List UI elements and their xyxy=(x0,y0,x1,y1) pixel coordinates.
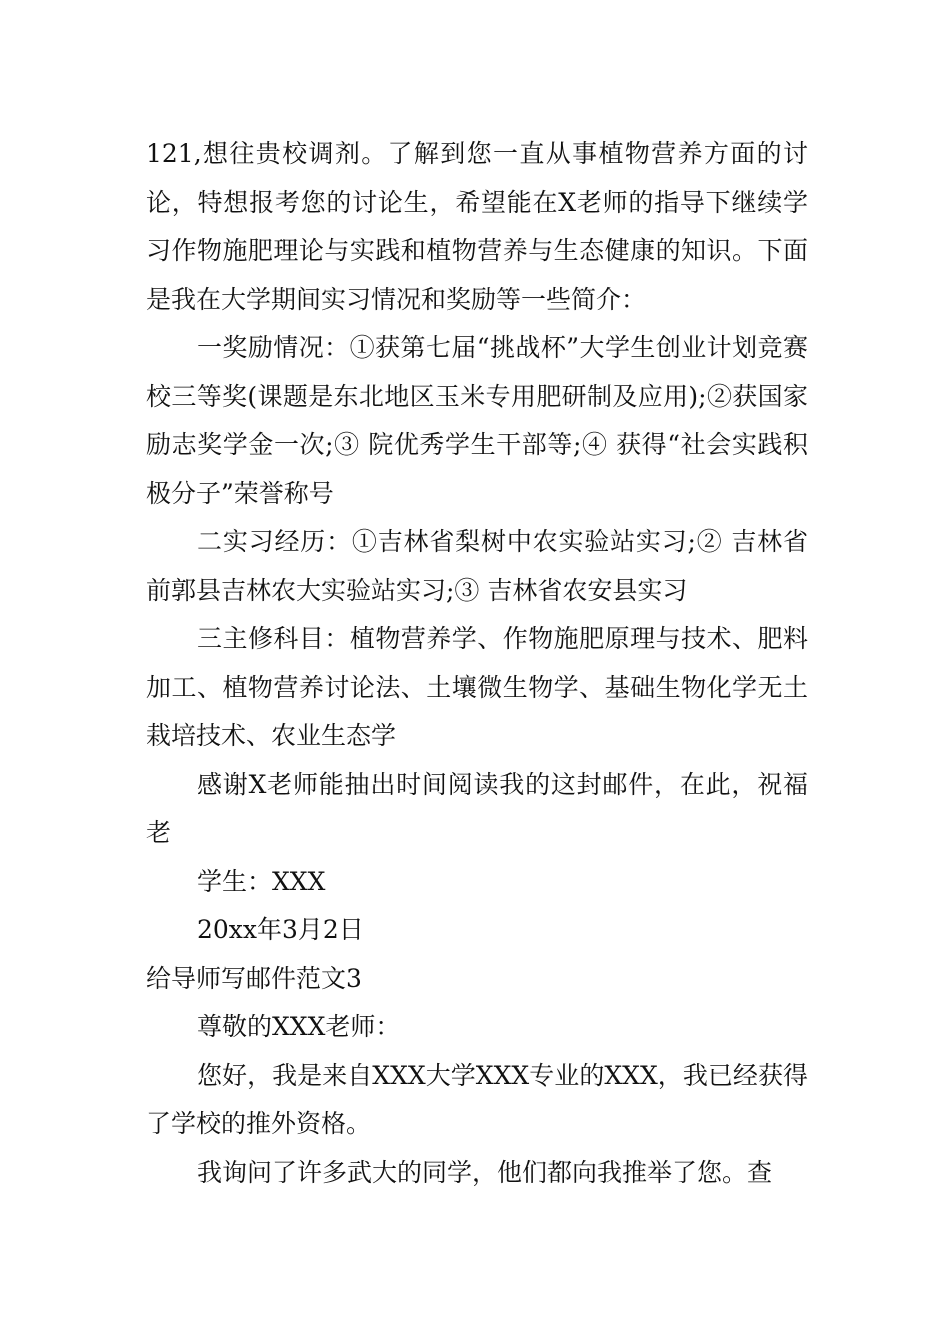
salutation: 尊敬的XXX老师： xyxy=(197,1012,401,1041)
section-heading: 给导师写邮件范文3 xyxy=(146,963,362,993)
paragraph-thanks: 感谢X老师能抽出时间阅读我的这封邮件，在此，祝福老 xyxy=(146,769,808,847)
paragraph-courses: 三主修科目：植物营养学、作物施肥原理与技术、肥料加工、植物营养讨论法、土壤微生物学、基础生物化学无土栽培技术、农业生态学 xyxy=(146,624,808,750)
paragraph-internships: 二实习经历：①吉林省梨树中农实验站实习;② 吉林省前郭县吉林农大实验站实习;③ 吉林省农安县实习 xyxy=(146,527,808,605)
paragraph-inquiry: 我询问了许多武大的同学，他们都向我推举了您。查 xyxy=(197,1157,773,1187)
paragraph-intro: 121,想往贵校调剂。了解到您一直从事植物营养方面的讨论，特想报考您的讨论生，希望能在X老师的指导下继续学习作物施肥理论与实践和植物营养与生态健康的知识。下面是我在大学期间实习情况和奖励等一些简介： xyxy=(146,139,808,314)
paragraph-greeting: 您好，我是来自XXX大学XXX专业的XXX，我已经获得了学校的推外资格。 xyxy=(146,1060,808,1138)
signature-student: 学生：XXX xyxy=(197,866,326,896)
document-body xyxy=(146,130,808,1197)
paragraph-awards: 一奖励情况：①获第七届“挑战杯”大学生创业计划竞赛校三等奖(课题是东北地区玉米专用肥研制及应用);②获国家励志奖学金一次;③ 院优秀学生干部等;④ 获得“社会实践积极分子”荣誉称号 xyxy=(146,333,808,508)
signature-date: 20xx年3月2日 xyxy=(197,915,364,944)
